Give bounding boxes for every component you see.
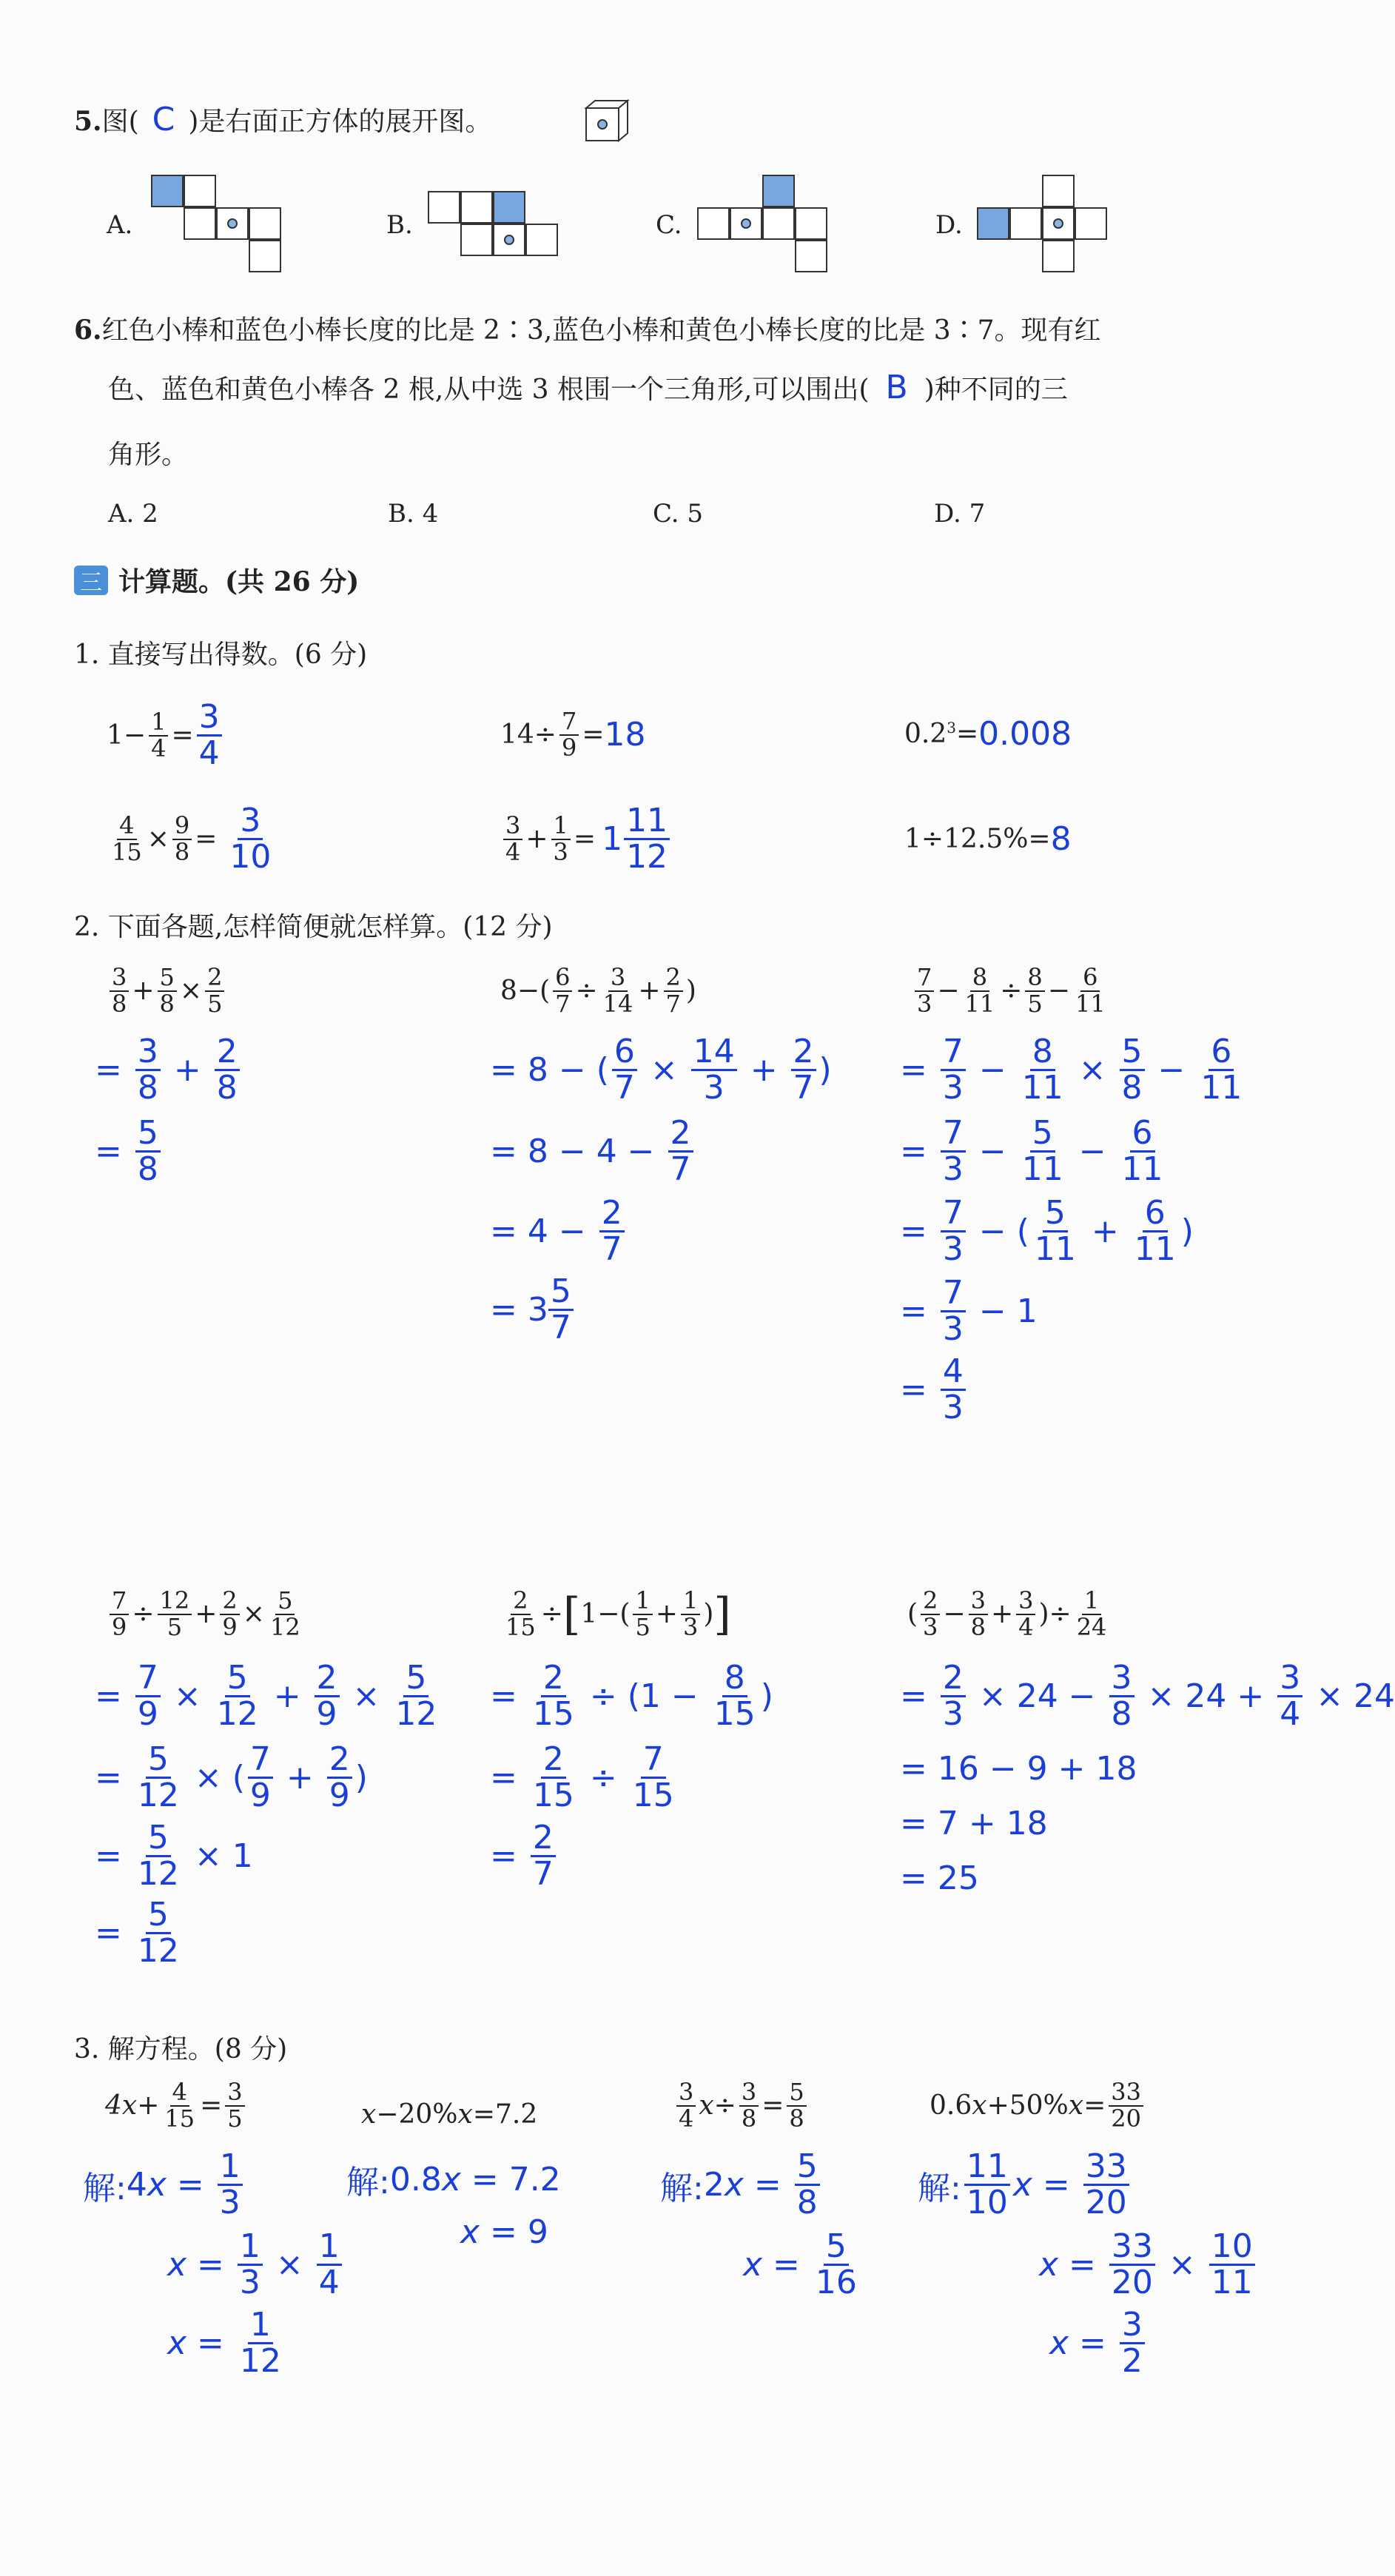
- q6-option-c[interactable]: C. 5: [653, 499, 704, 529]
- q5-net-a[interactable]: [151, 175, 299, 278]
- calc-step: = 7 3 − 5 11 − 6 11: [900, 1114, 1163, 1189]
- calc-step: = 16 − 9 + 18: [900, 1750, 1137, 1788]
- calc-step: = 7 3 − ( 5 11 + 6 11 ): [900, 1194, 1194, 1269]
- q5-text-pre: 图(: [101, 107, 139, 137]
- calc-step: = 8 − 4 − 2 7: [490, 1116, 696, 1187]
- calc-problem: $\frac{7}{9}$ ÷ $\frac{12}{5}$ + $\frac{2}{9}$ × $\frac{5}{12}$: [107, 1589, 306, 1640]
- q5-net-b[interactable]: [428, 191, 576, 265]
- calc-step: = 7 3 − 1: [900, 1274, 1038, 1349]
- calc-step: = 2 15 ÷ 7 15: [490, 1740, 674, 1815]
- q5-net-d[interactable]: [977, 175, 1125, 278]
- part3-title: 3. 解方程。(8 分): [74, 2034, 288, 2065]
- equation: x−20%x=7.2: [361, 2099, 538, 2130]
- q6-line3: 角形。: [108, 440, 189, 470]
- q6-option-b[interactable]: B. 4: [388, 499, 439, 529]
- calc-step: = 2 15 ÷ (1 − 8 15 ): [490, 1659, 773, 1734]
- net-cell: [795, 207, 827, 240]
- net-cell: [1042, 207, 1075, 240]
- net-cell: [730, 207, 762, 240]
- calc-step: = 8 − ( 6 7 × 14 3 + 2 7 ): [490, 1033, 832, 1107]
- calc-step: = 5 8: [95, 1116, 164, 1187]
- q5-net-c[interactable]: [697, 175, 845, 278]
- calc-step: = 5 12 × 1: [95, 1819, 253, 1894]
- oral-calc-4: $\frac{4}{15}$ × $\frac{9}{8}$ = $\frac{3}{10}$: [112, 802, 272, 876]
- oral-calc-3: $0.2^3=$ 0.008: [904, 715, 1072, 753]
- q5-number: 5.: [74, 106, 102, 137]
- section-title: 计算题。(共 26 分): [118, 566, 360, 597]
- q5-option-a-label[interactable]: A.: [107, 210, 133, 240]
- net-cell: [1042, 240, 1075, 272]
- net-cell: [762, 175, 795, 207]
- calc-step: = 25: [900, 1859, 979, 1897]
- net-cell: [151, 175, 184, 207]
- net-cell: [493, 224, 525, 256]
- q6-text-line2-pre: 色、蓝色和黄色小棒各 2 根,从中选 3 根围一个三角形,可以围出(: [108, 375, 870, 405]
- q5-option-b-label[interactable]: B.: [386, 210, 413, 240]
- net-cell: [1075, 207, 1107, 240]
- calc-step: = 5 12: [95, 1896, 179, 1970]
- q5-option-c-label[interactable]: C.: [656, 210, 682, 240]
- oral-calc-2: 14÷ $\frac{7}{9}$ = 18: [500, 707, 646, 762]
- net-cell: [249, 240, 281, 272]
- net-cell: [428, 191, 460, 224]
- q6-option-a[interactable]: A. 2: [108, 499, 158, 529]
- net-cell: [795, 240, 827, 272]
- circle-icon: [741, 218, 751, 229]
- calc-step: = 4 3: [900, 1355, 969, 1425]
- calc-step: = 7 9 × 5 12 + 2 9 × 5 12: [95, 1659, 437, 1734]
- net-cell: [697, 207, 730, 240]
- net-cell: [216, 207, 249, 240]
- circle-icon: [227, 218, 238, 229]
- net-cell: [1009, 207, 1042, 240]
- net-cell: [184, 175, 216, 207]
- solution-label: 解:: [660, 2169, 704, 2207]
- q5-option-d-label[interactable]: D.: [935, 210, 963, 240]
- q6-option-d[interactable]: D. 7: [934, 499, 986, 529]
- part1-title: 1. 直接写出得数。(6 分): [74, 640, 368, 670]
- q6-text-line1: 红色小棒和蓝色小棒长度的比是 2∶3,蓝色小棒和黄色小棒长度的比是 3∶7。现有红: [101, 315, 1101, 346]
- q6-text-line2-post: )种不同的三: [924, 375, 1068, 405]
- calc-step: = 3 5 7: [490, 1275, 577, 1345]
- q5-text-post: )是右面正方体的展开图。: [188, 107, 492, 137]
- calc-step: = 2 3 × 24 − 3 8 × 24 + 3 4 × 24: [900, 1659, 1395, 1734]
- equation: 0.6 x +50% x = $\frac{33}{20}$: [930, 2080, 1146, 2131]
- calc-step: = 7 + 18: [900, 1805, 1048, 1842]
- equation-step: x = 3 2: [1049, 2308, 1148, 2378]
- net-cell: [184, 207, 216, 240]
- q5-stem: [74, 101, 491, 138]
- circle-icon: [504, 235, 514, 245]
- net-cell: [249, 207, 281, 240]
- equation-step: x = 5 16: [743, 2227, 857, 2302]
- equation-step: 解: 0.8 x = 7.2: [346, 2156, 561, 2203]
- calc-step: = 7 3 − 8 11 × 5 8 − 6 11: [900, 1033, 1243, 1107]
- part2-title: 2. 下面各题,怎样简便就怎样算。(12 分): [74, 912, 553, 942]
- oral-calc-6: 1÷12.5%= 8: [904, 820, 1072, 858]
- calc-step: = 5 12 × ( 7 9 + 2 9 ): [95, 1740, 368, 1815]
- q6-answer: B: [885, 369, 908, 406]
- equation-step: 解: 4 x = 1 3: [83, 2150, 246, 2220]
- equation-step: 解: 11 10 x = 33 20: [918, 2150, 1132, 2220]
- calc-step: = 2 7: [490, 1821, 559, 1891]
- calc-problem: $\frac{2}{15}$ ÷ [ 1−( 1 5 + $\frac{1}{3}$ ) ]: [505, 1586, 731, 1641]
- cube-icon: [583, 98, 631, 145]
- calc-step: = 4 − 2 7: [490, 1196, 628, 1267]
- solution-label: 解:: [346, 2164, 390, 2201]
- oral-calc-1: 1− $\frac{1}{4}$ = $\frac{3}{4}$: [107, 700, 225, 771]
- net-cell: [762, 207, 795, 240]
- circle-icon: [1053, 218, 1063, 229]
- q5-answer: C: [152, 101, 175, 138]
- q6-line1: [74, 309, 1101, 347]
- net-cell: [493, 191, 525, 224]
- section-badge: 三: [74, 566, 108, 595]
- section-heading: [74, 561, 359, 599]
- equation-step: x = 33 20 × 10 11: [1039, 2230, 1258, 2300]
- net-cell: [460, 224, 493, 256]
- net-cell: [1042, 175, 1075, 207]
- equation-step: x = 9: [460, 2213, 548, 2251]
- net-cell: [525, 224, 558, 256]
- solution-label: 解:: [83, 2169, 127, 2207]
- calc-problem: 7 3 − $\frac{8}{11}$ ÷ $\frac{8}{5}$ − $\frac{6}{11}$: [912, 965, 1111, 1016]
- equation: 3 4 x ÷ $\frac{3}{8}$ = $\frac{5}{8}$: [673, 2080, 810, 2131]
- q6-line2: [108, 369, 1068, 406]
- calc-step: = 3 8 + 2 8: [95, 1035, 243, 1105]
- equation-step: x = 1 3 × 1 4: [167, 2230, 345, 2300]
- net-cell: [460, 191, 493, 224]
- oral-calc-5: 3 4 + $\frac{1}{3}$ = 1 11 12: [500, 804, 673, 874]
- calc-problem: 3 8 + $\frac{5}{8}$ × $\frac{2}{5}$: [107, 965, 227, 1016]
- equation-step: 解: 2 x = 5 8: [660, 2150, 823, 2220]
- calc-problem: ( 2 3 − $\frac{3}{8}$ + $\frac{3}{4}$ )÷ $\frac{1}{24}$: [907, 1586, 1107, 1641]
- calc-problem: 8−( $\frac{6}{7}$ ÷ $\frac{3}{14}$ + $\frac{2}{7}$ ): [500, 963, 696, 1018]
- equation: 4x + $\frac{4}{15}$ = $\frac{3}{5}$: [105, 2080, 248, 2131]
- net-cell: [977, 207, 1009, 240]
- equation-step: x = 1 12: [167, 2306, 281, 2381]
- q6-number: 6.: [74, 315, 102, 346]
- solution-label: 解:: [918, 2169, 961, 2207]
